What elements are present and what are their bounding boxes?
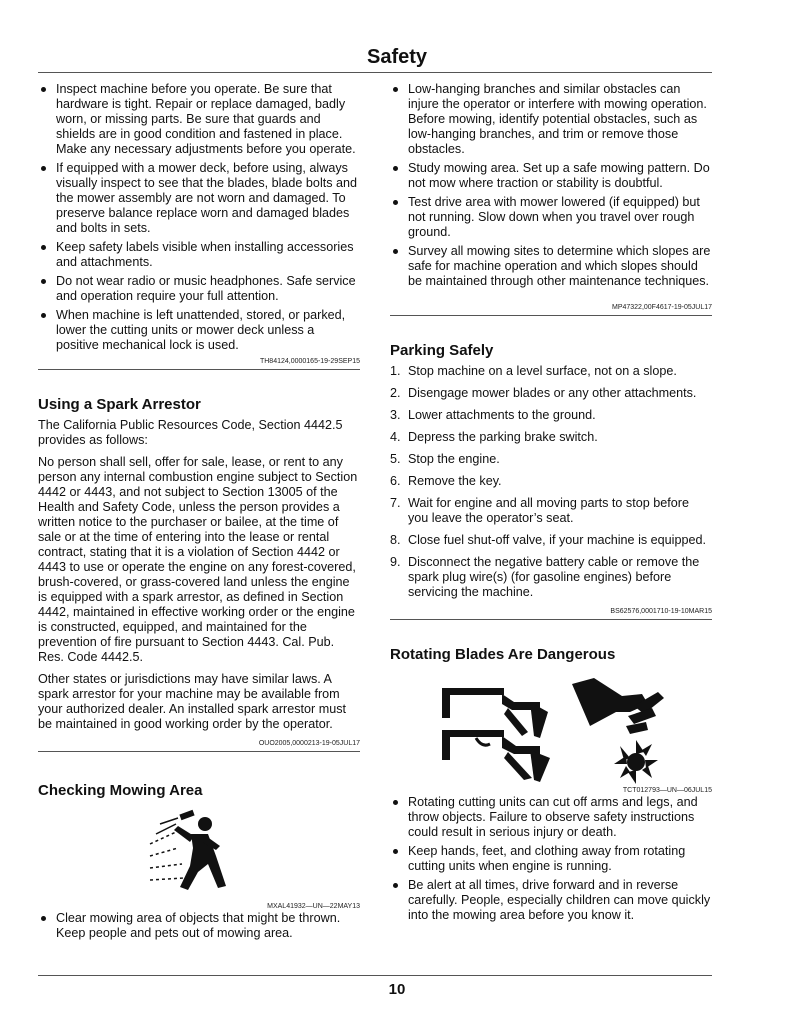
step-number: 5. xyxy=(390,452,401,466)
rotating-blades-heading: Rotating Blades Are Dangerous xyxy=(390,646,616,663)
step-text: Depress the parking brake switch. xyxy=(408,430,598,444)
header-rule xyxy=(38,72,712,73)
step-number: 7. xyxy=(390,496,401,510)
list-item: Test drive area with mower lowered (if equipped) but not running. Slow down when you travel over rough ground. xyxy=(390,195,712,240)
step-text: Disengage mower blades or any other attachments. xyxy=(408,386,697,400)
page-number: 10 xyxy=(388,981,406,998)
step-text: Stop the engine. xyxy=(408,452,500,466)
reference-code: TH84124,0000165-19-29SEP15 xyxy=(259,358,360,365)
list-item xyxy=(390,430,712,445)
list-item xyxy=(390,386,712,401)
step-number: 8. xyxy=(390,533,401,547)
step-number: 4. xyxy=(390,430,401,444)
list-item: Low-hanging branches and similar obstacles can injure the operator or interfere with mowing operation. Before mowing, identify potential obstacles, such as low-hanging branches, and trim or remove those obstacles. xyxy=(390,82,712,157)
reference-code: OUO2005,0000213-19-05JUL17 xyxy=(258,740,360,747)
mowing-bullet-list xyxy=(38,911,360,941)
list-item: Survey all mowing sites to determine which slopes are safe for machine operation and which slopes should be maintained through other maintenance techniques. xyxy=(390,244,712,289)
parking-step-list xyxy=(390,364,712,600)
step-text: Stop machine on a level surface, not on a slope. xyxy=(408,364,677,378)
list-item: Keep hands, feet, and clothing away from rotating cutting units when engine is running. xyxy=(390,844,712,874)
list-item: Clear mowing area of objects that might be thrown. Keep people and pets out of mowing area. xyxy=(38,911,360,941)
figure-reference: MXAL41932—UN—22MAY13 xyxy=(267,903,360,910)
blades-bullet-list xyxy=(390,795,712,923)
list-item xyxy=(390,533,712,548)
list-item: Rotating cutting units can cut off arms and legs, and throw objects. Failure to observe safety instructions could result in serious injury or death. xyxy=(390,795,712,840)
rotating-blades-figure xyxy=(390,668,712,786)
right-column xyxy=(390,82,712,927)
blade-hazard-icon xyxy=(390,668,712,786)
step-number: 2. xyxy=(390,386,401,400)
reference-code: BS62576,0001710-19-10MAR15 xyxy=(610,608,712,615)
thrown-object-figure xyxy=(38,804,360,902)
paragraph: The California Public Resources Code, Section 4442.5 provides as follows: xyxy=(38,418,343,447)
list-item: Do not wear radio or music headphones. Safe service and operation require your full attention. xyxy=(38,274,360,304)
step-text: Disconnect the negative battery cable or remove the spark plug wire(s) (for gasoline engines) before servicing the machine. xyxy=(408,555,700,599)
paragraph: No person shall sell, offer for sale, lease, or rent to any person any internal combustion engine subject to Section 4442 or 4443, and not subject to Section 13005 of the Health and Safety Code, unless the person provides a written notice to the purchaser or bailee, at the time of sale or at the time of entering into the lease or rental contract, stating that it is a violation of Section 4442 or 4443 to use or operate the engine on any forest-covered, brush-covered, or grass-covered land unless the engine is equipped with a spark arrestor, as defined in Section 4442, maintained in effective working order or the engine is constructed, equipped, and maintained for the prevention of fire pursuant to Section 4443. Cal. Pub. Res. Code 4442.5. xyxy=(38,455,358,664)
list-item: Keep safety labels visible when installing accessories and attachments. xyxy=(38,240,360,270)
left-column xyxy=(38,82,360,945)
list-item xyxy=(390,496,712,526)
list-item xyxy=(390,474,712,489)
list-item: When machine is left unattended, stored, or parked, lower the cutting units or mower deck unless a positive mechanical lock is used. xyxy=(38,308,360,353)
step-text: Lower attachments to the ground. xyxy=(408,408,596,422)
step-text: Close fuel shut-off valve, if your machine is equipped. xyxy=(408,533,706,547)
checking-mowing-area-heading: Checking Mowing Area xyxy=(38,782,203,799)
figure-reference: TCT012793—UN—06JUL15 xyxy=(622,787,712,794)
step-text: Wait for engine and all moving parts to stop before you leave the operator’s seat. xyxy=(408,496,689,525)
list-item: Inspect machine before you operate. Be sure that hardware is tight. Repair or replace damaged, badly worn, or missing parts. Be sure that guards and shields are in good condition and fastened in place. Make any necessary adjustments before you operate. xyxy=(38,82,360,157)
step-number: 9. xyxy=(390,555,401,569)
obstacle-bullet-list xyxy=(390,82,712,289)
intro-bullet-list xyxy=(38,82,360,353)
thrown-object-hazard-icon xyxy=(38,804,360,902)
paragraph: Other states or jurisdictions may have similar laws. A spark arrestor for your machine may be available from your authorized dealer. An installed spark arrestor must be maintained in good working order by the operator. xyxy=(38,672,347,731)
step-number: 1. xyxy=(390,364,401,378)
list-item xyxy=(390,408,712,423)
step-text: Remove the key. xyxy=(408,474,502,488)
footer-rule xyxy=(38,975,712,976)
spark-arrestor-heading: Using a Spark Arrestor xyxy=(38,396,201,413)
reference-code: MP47322,00F4617-19-05JUL17 xyxy=(611,304,712,311)
list-item: Be alert at all times, drive forward and in reverse carefully. People, especially children can move quickly into the mowing area before you know it. xyxy=(390,878,712,923)
page-title: Safety xyxy=(366,46,428,68)
list-item xyxy=(390,364,712,379)
list-item: If equipped with a mower deck, before using, always visually inspect to see that the blades, blade bolts and the mower assembly are not worn and damaged. To preserve balance replace worn and damaged blades and bolts in sets. xyxy=(38,161,360,236)
list-item: Study mowing area. Set up a safe mowing pattern. Do not mow where traction or stability is doubtful. xyxy=(390,161,712,191)
list-item xyxy=(390,555,712,600)
list-item xyxy=(390,452,712,467)
step-number: 3. xyxy=(390,408,401,422)
parking-safely-heading: Parking Safely xyxy=(390,342,494,359)
step-number: 6. xyxy=(390,474,401,488)
